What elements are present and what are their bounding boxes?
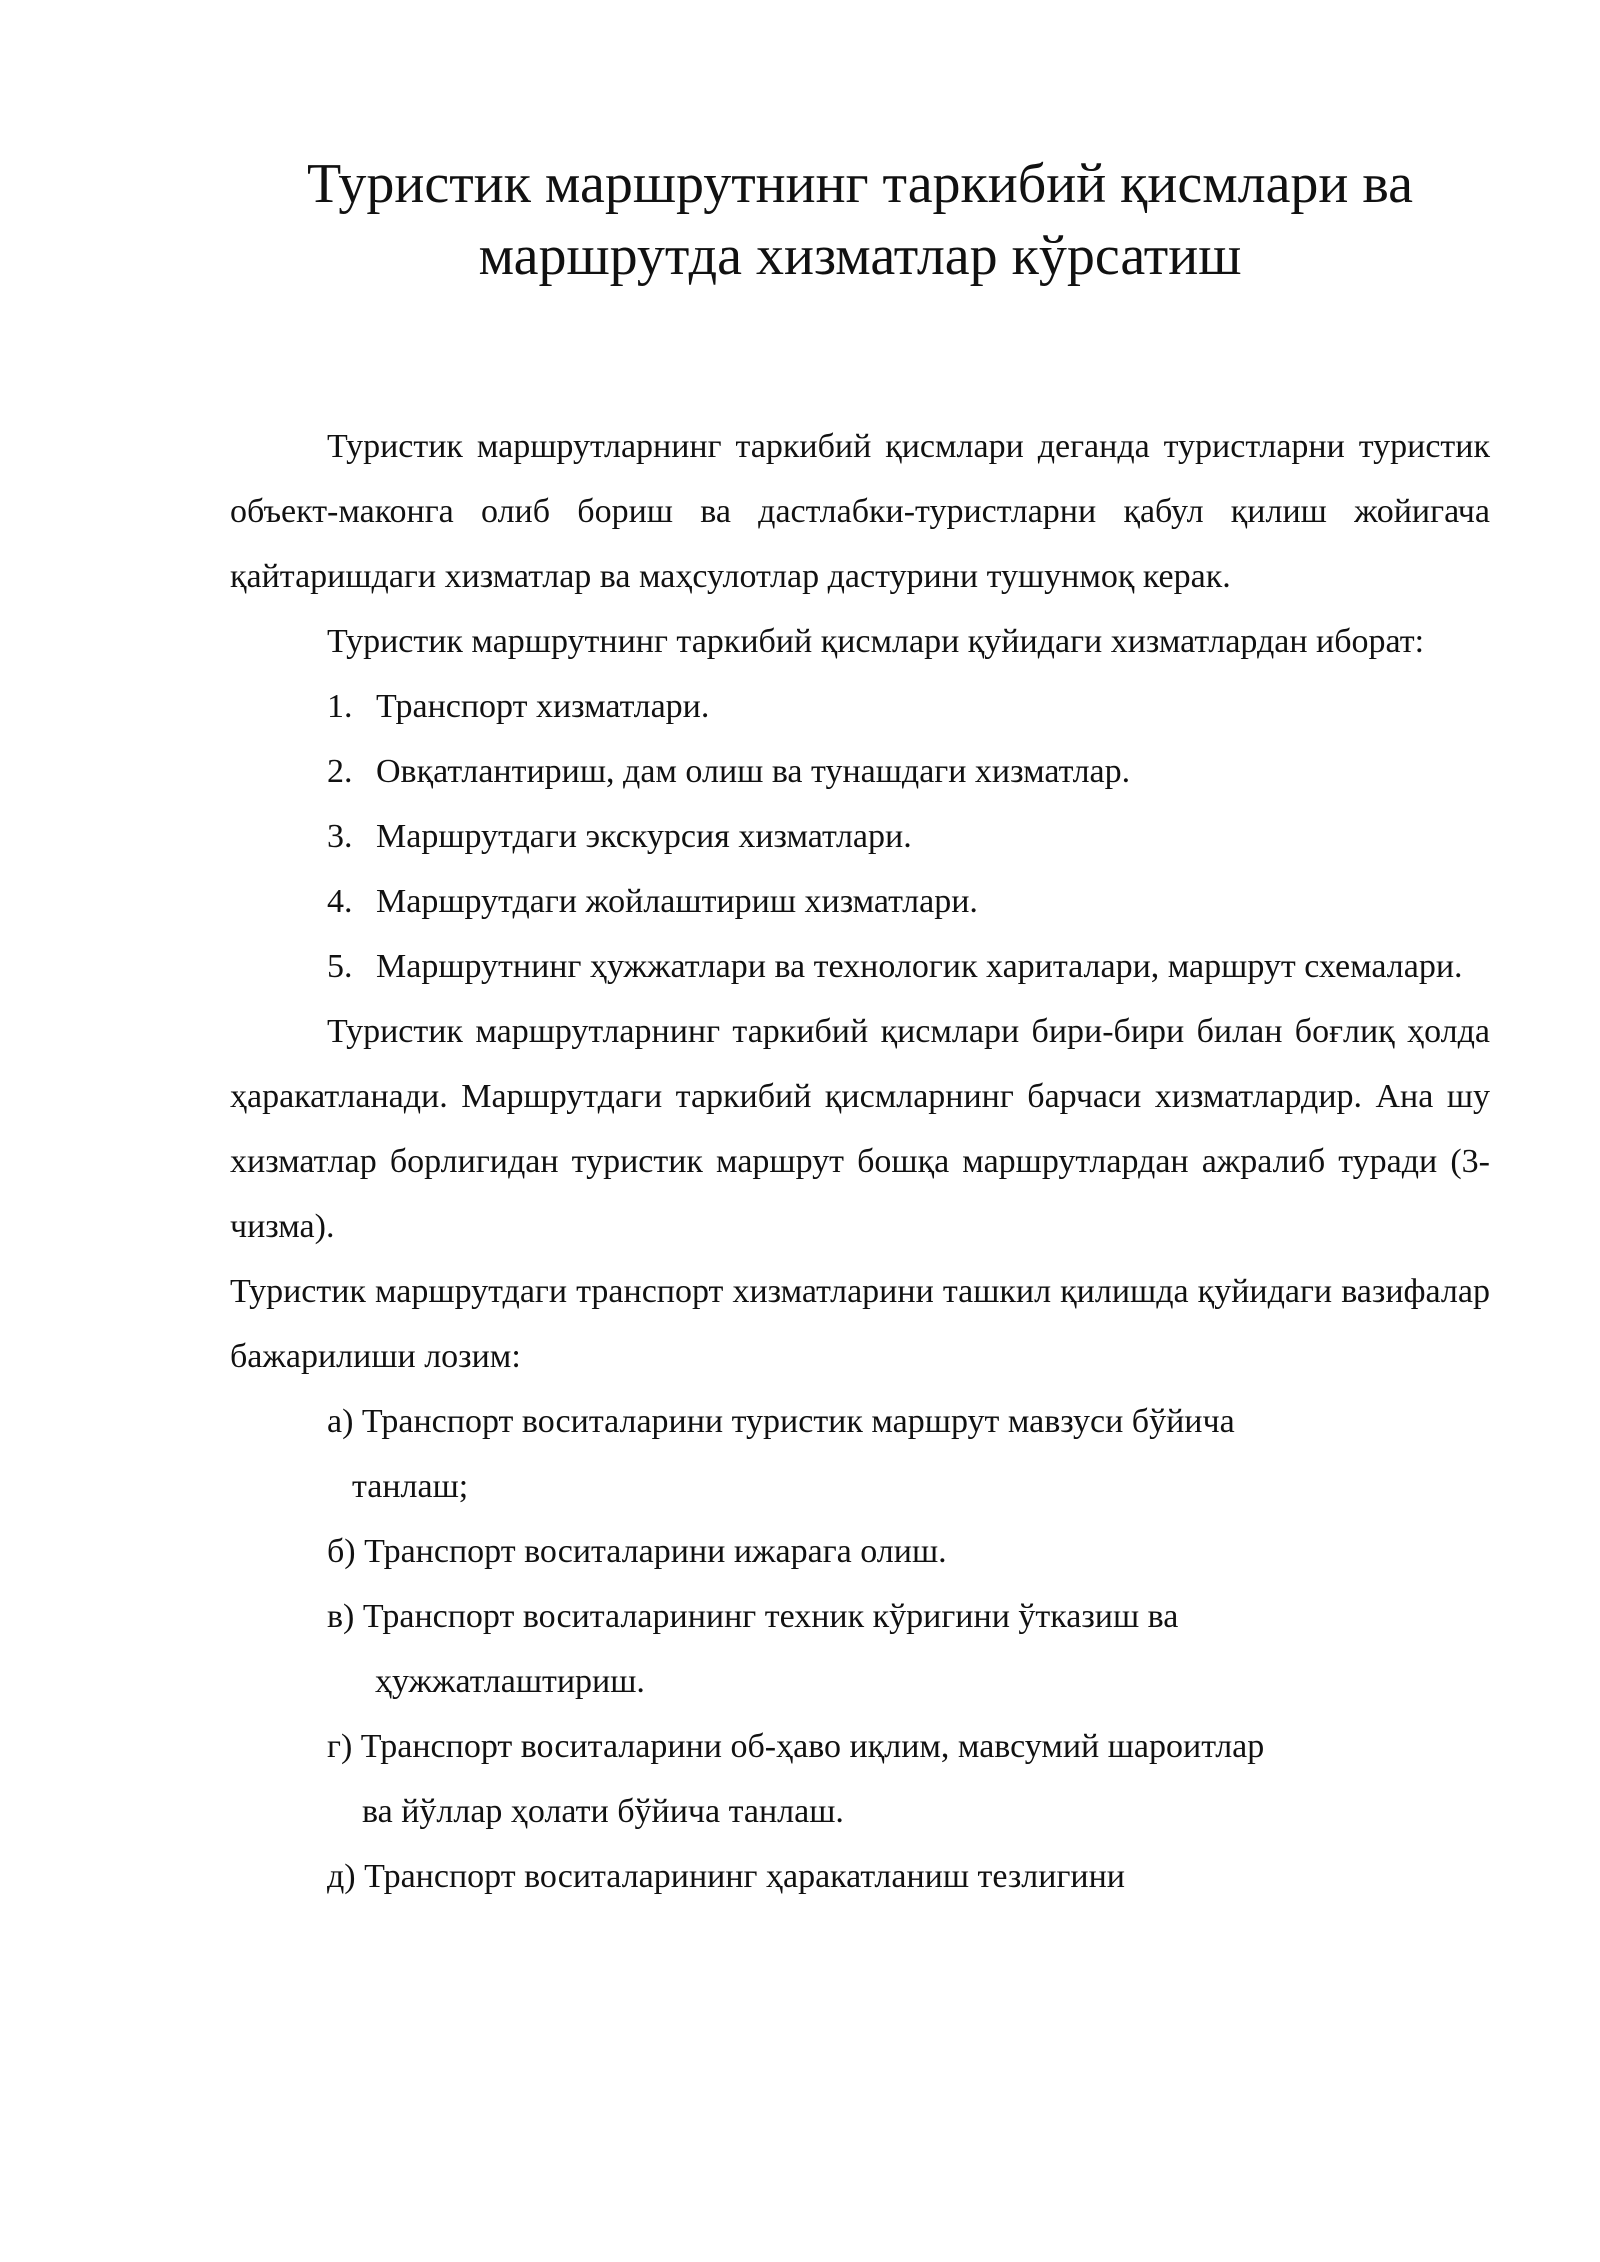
list-item-number: 5. (327, 948, 353, 985)
list-item (230, 1844, 1490, 1909)
list-item-number: 4. (327, 883, 353, 920)
list-item-text: Маршрутдаги жойлаштириш хизматлари. (376, 883, 978, 920)
numbered-list (230, 674, 1490, 999)
list-item-text: в) Транспорт воситаларининг техник кўригини ўтказиш ва (327, 1598, 1179, 1635)
list-item-text: Овқатлантириш, дам олиш ва тунашдаги хизматлар. (376, 753, 1131, 790)
page-title: Туристик маршрутнинг таркибий қисмлари ва маршрутда хизматлар кўрсатиш (307, 153, 1413, 287)
list-item (230, 934, 1490, 999)
list-item (230, 1584, 1490, 1714)
document-body (230, 414, 1490, 1909)
paragraph-intro: Туристик маршрутларнинг таркибий қисмлари деганда туристларни туристик объект-маконга олиб бориш ва дастлабки-туристларни қабул қилиш жойигача қайтаришдаги хизматлар ва маҳсулотлар дастурини тушунмоқ керак. (230, 428, 1490, 595)
list-item-number: 1. (327, 688, 353, 725)
list-item-text: д) Транспорт воситаларининг ҳаракатланиш тезлигини (327, 1858, 1126, 1895)
list-item-text: а) Транспорт воситаларини туристик маршрут мавзуси бўйича (327, 1403, 1235, 1440)
list-item-text: Маршрутнинг ҳужжатлари ва технологик хариталари, маршрут схемалари. (376, 948, 1463, 985)
list-item (230, 804, 1490, 869)
paragraph-interrelation: Туристик маршрутларнинг таркибий қисмлари бири-бири билан боғлиқ ҳолда ҳаракатланади. Маршрутдаги таркибий қисмларнинг барчаси хизматлардир. Ана шу хизматлар борлигидан туристик маршрут бошқа маршрутлардан ажралиб туради (3-чизма). (230, 1013, 1490, 1245)
list-item (230, 1519, 1490, 1584)
list-item-number: 2. (327, 753, 353, 790)
paragraph-components: Туристик маршрутнинг таркибий қисмлари қуйидаги хизматлардан иборат: (327, 623, 1425, 660)
list-item (230, 1389, 1490, 1519)
list-item-text: б) Транспорт воситаларини ижарага олиш. (327, 1533, 947, 1570)
list-item (230, 1714, 1490, 1844)
list-item-text: Транспорт хизматлари. (376, 688, 710, 725)
list-item-text: Маршрутдаги экскурсия хизматлари. (376, 818, 912, 855)
list-item (230, 869, 1490, 934)
list-item (230, 739, 1490, 804)
list-item-continuation: ҳужжатлаштириш. (375, 1663, 645, 1700)
list-item-continuation: танлаш; (352, 1468, 469, 1505)
list-item-text: г) Транспорт воситаларини об-ҳаво иқлим, мавсумий шароитлар (327, 1728, 1265, 1765)
list-item-continuation: ва йўллар ҳолати бўйича танлаш. (362, 1793, 844, 1830)
list-item-number: 3. (327, 818, 353, 855)
paragraph-transport-tasks: Туристик маршрутдаги транспорт хизматларини ташкил қилишда қуйидаги вазифалар бажарилиши лозим: (230, 1273, 1490, 1375)
list-item (230, 674, 1490, 739)
lettered-list (230, 1389, 1490, 1909)
